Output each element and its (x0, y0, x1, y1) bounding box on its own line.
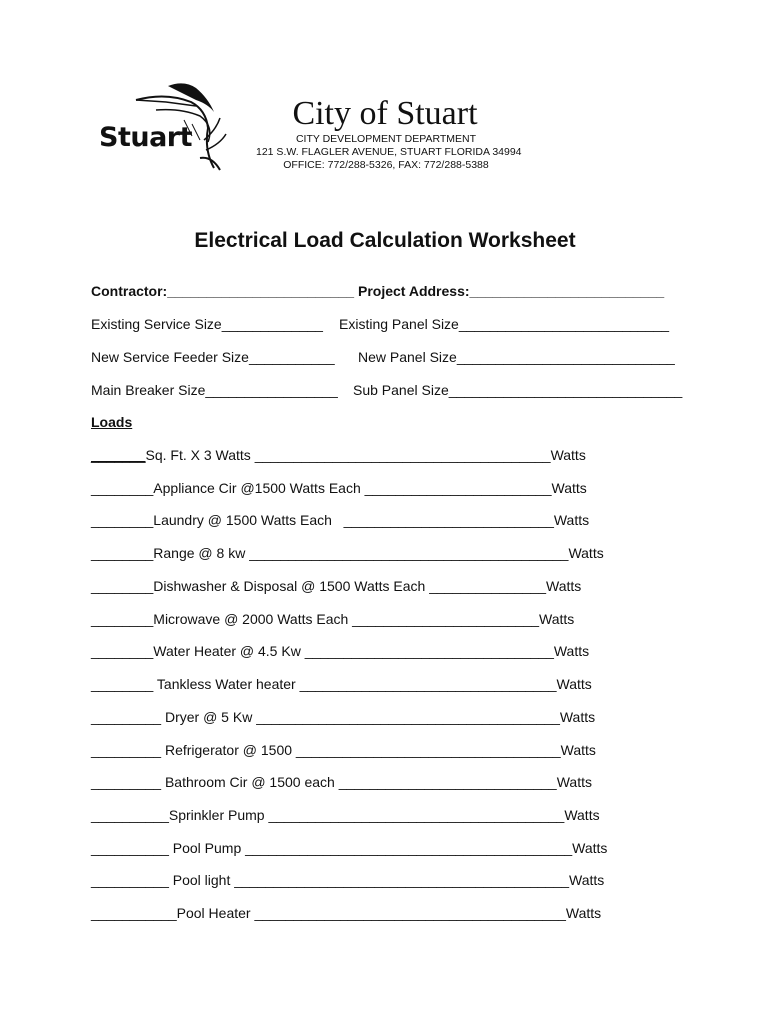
sub-panel-size-field[interactable]: Sub Panel Size______________________________ (353, 382, 683, 398)
department-line: CITY DEVELOPMENT DEPARTMENT (295, 133, 477, 145)
load-blank[interactable]: _______ (91, 447, 146, 463)
logo-wordmark: Stuart (99, 122, 193, 153)
load-row-range[interactable]: ________Range @ 8 kw _________________________________________Watts (91, 545, 604, 561)
project-address-field[interactable]: Project Address:_________________________ (358, 283, 665, 299)
worksheet-title: Electrical Load Calculation Worksheet (194, 229, 576, 252)
load-row-sqft[interactable] (91, 447, 586, 463)
load-row-water-heater[interactable]: ________Water Heater @ 4.5 Kw ________________________________Watts (91, 643, 590, 659)
contact-line: OFFICE: 772/288-5326, FAX: 772/288-5388 (283, 159, 489, 171)
city-title: City of Stuart (292, 95, 478, 132)
load-row-pool-heater[interactable]: ___________Pool Heater ________________________________________Watts (91, 905, 602, 921)
load-row-dishwasher[interactable]: ________Dishwasher & Disposal @ 1500 Watts Each _______________Watts (91, 578, 582, 594)
load-row-microwave[interactable]: ________Microwave @ 2000 Watts Each ________________________Watts (91, 611, 575, 627)
load-row-bathroom[interactable]: _________ Bathroom Cir @ 1500 each ____________________________Watts (91, 774, 592, 790)
load-row-sprinkler[interactable]: __________Sprinkler Pump ______________________________________Watts (91, 807, 600, 823)
new-panel-size-field[interactable]: New Panel Size____________________________ (358, 349, 675, 365)
new-service-feeder-size-field[interactable]: New Service Feeder Size___________ (91, 349, 335, 365)
main-breaker-size-field[interactable]: Main Breaker Size_________________ (91, 382, 338, 398)
existing-service-size-field[interactable]: Existing Service Size_____________ (91, 316, 323, 332)
load-row-tankless[interactable]: ________ Tankless Water heater _________________________________Watts (91, 676, 592, 692)
load-row-dryer[interactable]: _________ Dryer @ 5 Kw _______________________________________Watts (91, 709, 596, 725)
address-line: 121 S.W. FLAGLER AVENUE, STUART FLORIDA 34994 (256, 146, 522, 158)
load-row-laundry[interactable]: ________Laundry @ 1500 Watts Each ___________________________Watts (91, 512, 590, 528)
load-row-pool-pump[interactable]: __________ Pool Pump __________________________________________Watts (91, 840, 608, 856)
existing-panel-size-field[interactable]: Existing Panel Size___________________________ (339, 316, 670, 332)
load-row-pool-light[interactable]: __________ Pool light ___________________________________________Watts (91, 872, 605, 888)
load-text: Sq. Ft. X 3 Watts ______________________________________Watts (145, 447, 586, 463)
load-row-appliance[interactable]: ________Appliance Cir @1500 Watts Each ________________________Watts (91, 480, 587, 496)
loads-heading: Loads (91, 414, 133, 430)
contractor-field[interactable]: Contractor:________________________ (91, 283, 355, 299)
load-row-refrigerator[interactable]: _________ Refrigerator @ 1500 __________________________________Watts (91, 742, 596, 758)
